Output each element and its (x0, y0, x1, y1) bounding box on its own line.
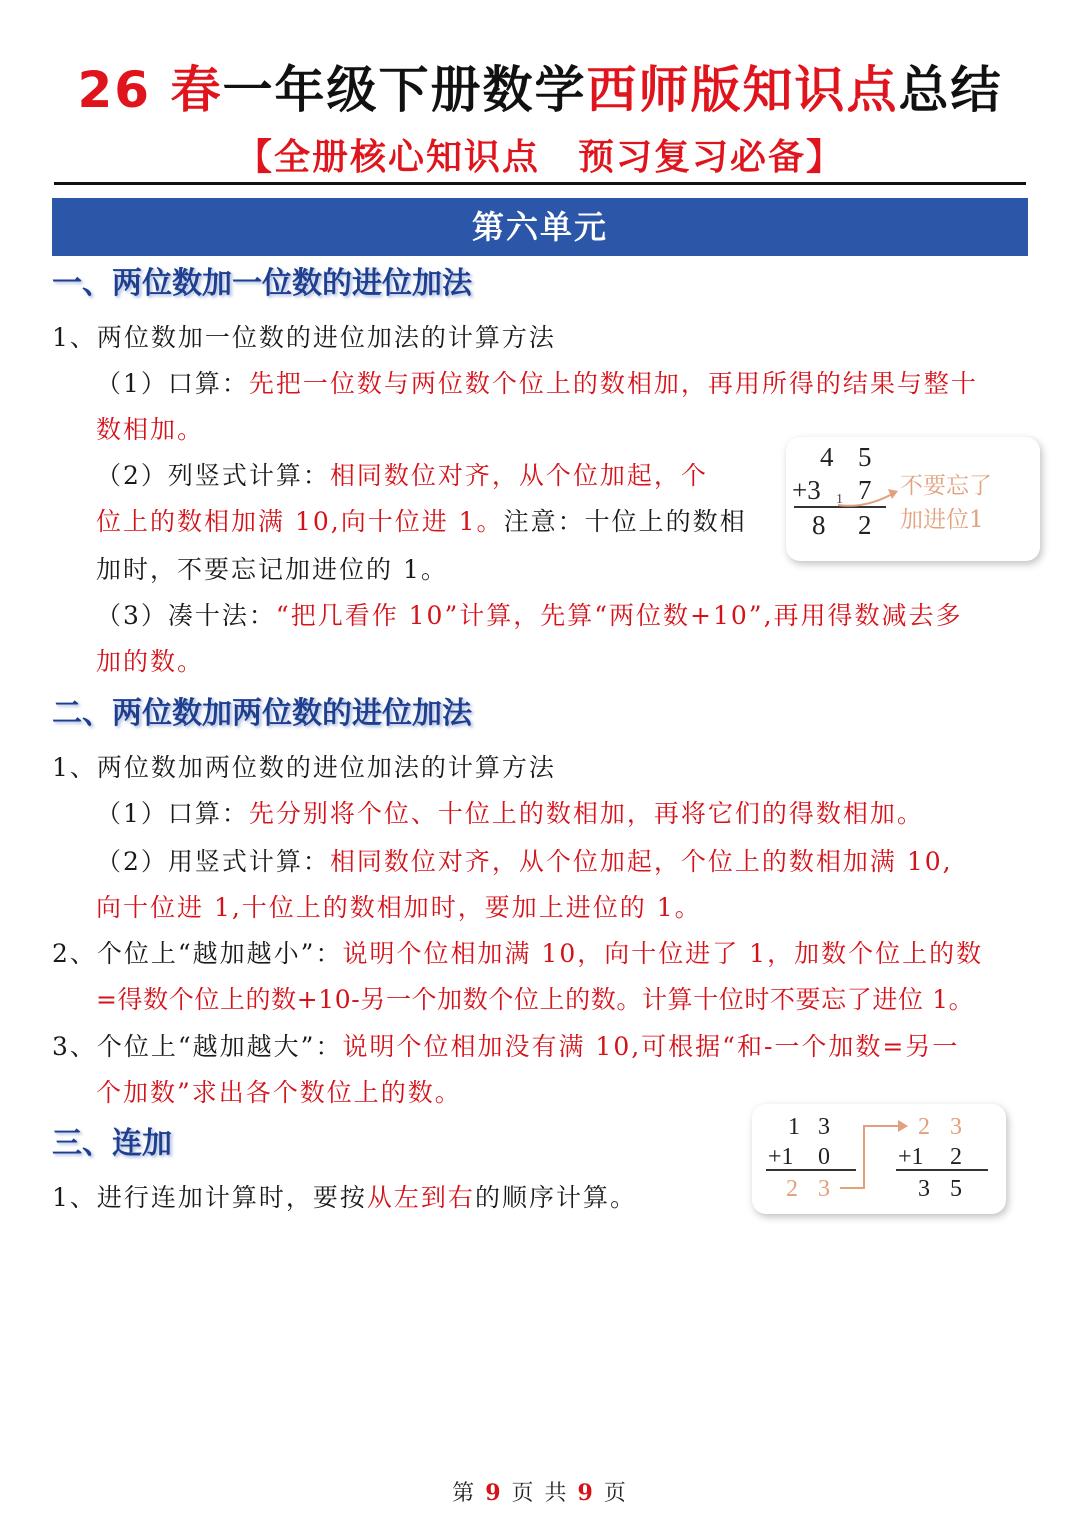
c2-r-r1-tens: 2 (918, 1114, 930, 1140)
s1-p2-label: （2）列竖式计算： (96, 461, 330, 490)
s2-item-3-text-cont: 个加数”求出各个数位上的数。 (96, 1078, 462, 1107)
s1-point-1 (96, 364, 978, 404)
s1-p1-label: （1）口算： (96, 369, 249, 398)
s1-p1-text: 先把一位数与两位数个位上的数相加，再用所得的结果与整十 (248, 369, 978, 398)
s2-item-2-label: 2、个位上“越加越小”： (52, 939, 343, 968)
c1-r1-tens: 4 (820, 442, 834, 472)
s1-p2-line-3: 加时，不要忘记加进位的 1。 (96, 555, 448, 584)
s3-item-1-a: 1、进行连加计算时，要按 (52, 1183, 367, 1212)
unit-banner: 第六单元 (52, 198, 1028, 256)
c2-r-r2-ones: 2 (950, 1144, 962, 1170)
s1-p3-label: （3）凑十法： (96, 601, 276, 630)
c2-r-r2-tens: +1 (898, 1144, 924, 1170)
s1-p2-rule: 位上的数相加满 10,向十位进 1。 (96, 507, 504, 536)
title-edition: 西师版知识点 (586, 61, 899, 119)
s3-item-1-b: 的顺序计算。 (474, 1183, 637, 1212)
c2-r-r3-ones: 5 (950, 1176, 962, 1202)
s2-item-1: 1、两位数加两位数的进位加法的计算方法 (52, 753, 556, 782)
document-subtitle: 【全册核心知识点 预习复习必备】 (235, 136, 844, 178)
c1-r1-ones: 5 (858, 442, 872, 472)
c2-l-r3-ones: 3 (818, 1176, 830, 1202)
footer-mid: 页 共 (511, 1481, 569, 1506)
vertical-addition-card-1 (786, 437, 1040, 561)
c1-note-line-2: 加进位1 (900, 507, 984, 533)
s2-item-2-text-cont: =得数个位上的数+10-另一个加数个位上的数。计算十位时不要忘了进位 1。 (96, 985, 975, 1014)
chained-addition-diagram (752, 1104, 1006, 1214)
c2-l-r2-tens: +1 (768, 1144, 794, 1170)
document-title (0, 52, 1080, 128)
s1-p3-text-cont: 加的数。 (96, 647, 205, 676)
s2-point-2 (96, 842, 953, 882)
title-year: 26 (77, 61, 152, 119)
s1-point-2 (96, 456, 708, 496)
s1-p3-text: “把几看作 10”计算，先算“两位数+10”,再用得数减去多 (275, 601, 963, 630)
c1-note-line-1: 不要忘了 (900, 473, 992, 499)
c2-l-r1-ones: 3 (818, 1114, 830, 1140)
s2-p2-label: （2）用竖式计算： (96, 847, 330, 876)
footer-pre: 第 (452, 1481, 477, 1506)
c1-carry-digit: 1 (836, 492, 843, 507)
s2-item-2 (52, 934, 983, 974)
c1-r3-tens: 8 (812, 510, 826, 540)
s2-p1-text: 先分别将个位、十位上的数相加，再将它们的得数相加。 (248, 799, 924, 828)
c1-r2-ones: 7 (858, 475, 872, 505)
c2-arrow (840, 1126, 902, 1188)
s1-p2-text: 相同数位对齐，从个位加起，个 (329, 461, 708, 490)
s1-point-3 (96, 596, 963, 636)
section-3-heading: 三、连加 (52, 1126, 172, 1161)
s3-item-1 (52, 1178, 637, 1218)
c2-l-r2-ones: 0 (818, 1144, 830, 1170)
current-page: 9 (485, 1480, 503, 1506)
s2-point-1 (96, 794, 924, 834)
s2-item-3-label: 3、个位上“越加越大”： (52, 1032, 343, 1061)
title-summary: 总结 (898, 61, 1003, 119)
s1-item-1: 1、两位数加一位数的进位加法的计算方法 (52, 323, 556, 352)
s3-item-1-emphasis: 从左到右 (366, 1183, 475, 1212)
c2-l-r3-tens: 2 (786, 1176, 798, 1202)
s1-p2-line-2 (96, 502, 747, 542)
chained-addition-card (752, 1104, 1006, 1214)
s1-p1-text-cont: 数相加。 (96, 415, 205, 444)
title-grade: 一年级下册数学 (222, 61, 587, 119)
title-season: 春 (170, 61, 223, 119)
s2-p1-label: （1）口算： (96, 799, 249, 828)
footer-post: 页 (603, 1481, 628, 1506)
vertical-addition-diagram-1 (786, 437, 1040, 561)
c2-r-r1-ones: 3 (950, 1114, 962, 1140)
s2-item-3 (52, 1027, 959, 1067)
total-pages: 9 (577, 1480, 595, 1506)
section-2-heading: 二、两位数加两位数的进位加法 (52, 696, 472, 731)
s2-item-3-text: 说明个位相加没有满 10,可根据“和-一个加数=另一 (342, 1032, 960, 1061)
c2-arrow-head (898, 1120, 908, 1132)
s2-item-2-text: 说明个位相加满 10，向十位进了 1，加数个位上的数 (342, 939, 984, 968)
page-footer (0, 1476, 1080, 1511)
c2-l-r1-tens: 1 (788, 1114, 800, 1140)
section-1-heading: 一、两位数加一位数的进位加法 (52, 266, 472, 301)
s1-p2-note: 注意：十位上的数相 (503, 507, 747, 536)
c1-r2-sign-tens: +3 (792, 475, 821, 505)
header-divider (54, 182, 1026, 185)
s2-p2-text: 相同数位对齐，从个位加起，个位上的数相加满 10, (329, 847, 953, 876)
c1-arrow-head (888, 489, 898, 499)
c1-r3-ones: 2 (858, 510, 872, 540)
s2-p2-text-cont: 向十位进 1,十位上的数相加时，要加上进位的 1。 (96, 893, 702, 922)
c2-r-r3-tens: 3 (918, 1176, 930, 1202)
